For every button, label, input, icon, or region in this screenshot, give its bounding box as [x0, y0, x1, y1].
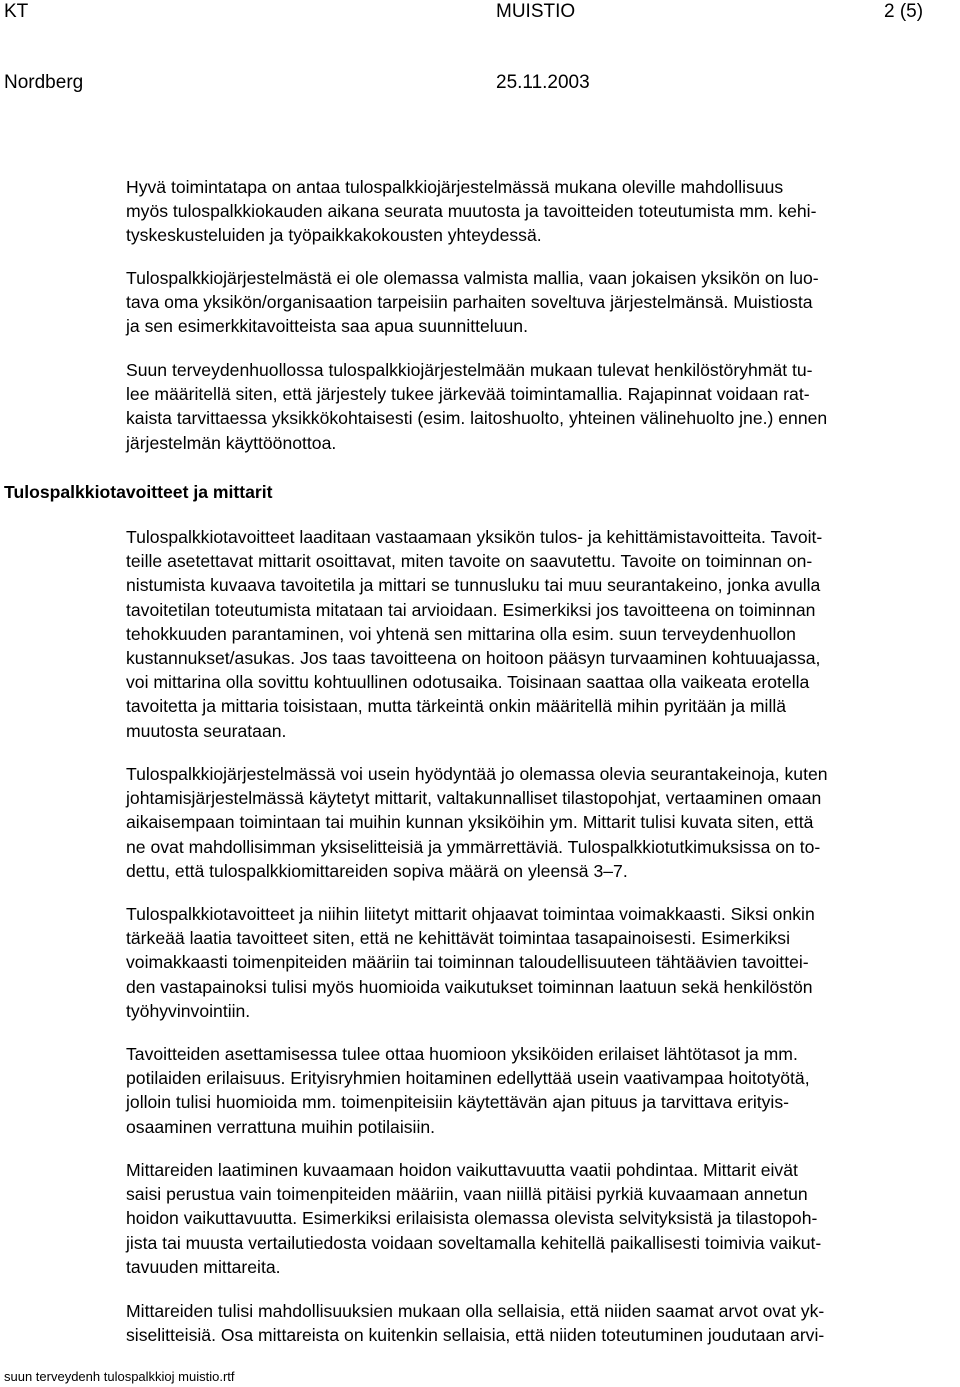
paragraph-9 — [126, 1299, 960, 1347]
paragraph-line: Tulospalkkiojärjestelmästä ei ole olemassa valmista mallia, vaan jokaisen yksikön on luo- — [126, 268, 819, 288]
header-date: 25.11.2003 — [496, 72, 590, 93]
paragraph-line: den vastapainoksi tulisi myös huomioida vaikutukset toiminnan laatuun sekä henkilöstön — [126, 976, 813, 997]
paragraph-3 — [126, 358, 960, 455]
paragraph-line: Tulospalkkiotavoitteet ja niihin liitetyt mittarit ohjaavat toimintaa voimakkaasti. Siksi onkin — [126, 904, 815, 924]
paragraph-line: nistumista kuvaava tavoitetila ja mittari se tunnusluku tai muu seurantakeino, jonka avulla — [126, 575, 821, 596]
paragraph-line: saisi perustua vain toimenpiteiden määriin, vaan niillä pitäisi pyrkiä kuvaamaan annetun — [126, 1184, 808, 1205]
paragraph-7 — [126, 1042, 960, 1139]
footer-filename: suun terveydenh tulospalkkioj muistio.rtf — [4, 1369, 235, 1384]
paragraph-line: Mittareiden laatiminen kuvaamaan hoidon vaikuttavuutta vaatii pohdintaa. Mittarit eivät — [126, 1160, 798, 1180]
paragraph-line: aikaisempaan toimintaan tai muihin kunnan yksiköihin ym. Mittarit tulisi kuvata siten, että — [126, 812, 814, 833]
paragraph-line: tärkeää laatia tavoitteet siten, että ne kehittävät toimintaa tasapainoisesti. Esimerkiksi — [126, 928, 791, 949]
paragraph-line: osaaminen verrattuna muihin potilaisiin. — [126, 1116, 436, 1137]
paragraph-line: tavoitetilan toteutumista mitataan tai arvioidaan. Esimerkiksi jos tavoitteena on toiminnan — [126, 599, 816, 620]
paragraph-line: Tulospalkkiojärjestelmässä voi usein hyödyntää jo olemassa olevia seurantakeinoja, kuten — [126, 764, 828, 784]
paragraph-line: hoidon vaikuttavuutta. Esimerkiksi erilaisista olemassa olevista selvityksistä ja tilastopoh- — [126, 1208, 818, 1229]
paragraph-line: jista tai muusta vertailutiedosta voidaan soveltamalla kehitellä paikallisesti toimivia vaikut- — [126, 1232, 822, 1253]
paragraph-line: ne ovat mahdollisimman yksiselitteisiä ja ymmärrettäviä. Tulospalkkiotutkimuksissa on to- — [126, 836, 821, 857]
paragraph-line: Tavoitteiden asettamisessa tulee ottaa huomioon yksiköiden erilaiset lähtötasot ja mm. — [126, 1044, 798, 1064]
paragraph-line: potilaiden erilaisuus. Erityisryhmien hoitaminen edellyttää usein vaativampaa hoitotyötä, — [126, 1068, 810, 1089]
header-org: KT — [4, 1, 29, 22]
paragraph-line: tavoitetta ja mittaria toisistaan, mutta tärkeintä onkin määritellä mihin pyritään ja millä — [126, 696, 787, 717]
paragraph-line: järjestelmän käyttöönottoa. — [126, 432, 337, 453]
paragraph-5 — [126, 762, 960, 883]
paragraph-line: myös tulospalkkiokauden aikana seurata muutosta ja tavoitteiden toteutumista mm. kehi- — [126, 201, 817, 222]
paragraph-line: muutosta seurataan. — [126, 720, 287, 741]
paragraph-line: johtamisjärjestelmässä käytetyt mittarit, valtakunnalliset tilastopohjat, vertaaminen omaan — [126, 788, 822, 809]
header-page-number: 2 (5) — [884, 1, 924, 22]
paragraph-line: lee määritellä siten, että järjestely tukee järkevää toimintamallia. Rajapinnat voidaan rat- — [126, 384, 810, 405]
paragraph-line: jolloin tulisi huomioida mm. toimenpiteisiin käytettävän ajan pituus ja tarvittava erityis- — [126, 1092, 789, 1113]
paragraph-line: siselitteisiä. Osa mittareista on kuitenkin sellaisia, että niiden toteutuminen joudutaan arvi- — [126, 1325, 825, 1346]
paragraph-line: voimakkaasti toimenpiteiden määriin tai toiminnan taloudellisuuteen tähtäävien tavoittei- — [126, 952, 809, 973]
paragraph-line: teille asetettavat mittarit osoittavat, miten tavoite on saavutettu. Tavoite on toiminnan on- — [126, 551, 813, 572]
paragraph-4 — [126, 525, 960, 743]
paragraph-line: dettu, että tulospalkkiomittareiden sopiva määrä on yleensä 3–7. — [126, 860, 628, 881]
paragraph-line: kustannukset/asukas. Jos taas tavoitteena on hoitoon pääsyn turvaaminen kohtuuajassa, — [126, 648, 821, 669]
paragraph-line: tyskeskusteluiden ja työpaikkakokousten yhteydessä. — [126, 225, 542, 246]
header-doc-type: MUISTIO — [496, 1, 576, 22]
paragraph-line: Tulospalkkiotavoitteet laaditaan vastaamaan yksikön tulos- ja kehittämistavoitteita. Tavoit- — [126, 527, 823, 547]
paragraph-line: ja sen esimerkkitavoitteista saa apua suunnitteluun. — [126, 316, 528, 337]
paragraph-line: tava oma yksikön/organisaation tarpeisiin parhaiten soveltuva järjestelmänsä. Muistiosta — [126, 292, 813, 313]
paragraph-line: Suun terveydenhuollossa tulospalkkiojärjestelmään mukaan tulevat henkilöstöryhmät tu- — [126, 360, 813, 380]
paragraph-6 — [126, 902, 960, 1023]
paragraph-line: työhyvinvointiin. — [126, 1000, 251, 1021]
paragraph-2 — [126, 266, 960, 339]
paragraph-line: voi mittarina olla sovittu kohtuullinen odotusaika. Toisinaan saattaa olla vaikeata erotella — [126, 672, 810, 693]
paragraph-line: tavuuden mittareita. — [126, 1256, 281, 1277]
paragraph-line: tehokkuuden parantaminen, voi yhtenä sen mittarina olla esim. suun terveydenhuollon — [126, 623, 796, 644]
section-heading: Tulospalkkiotavoitteet ja mittarit — [4, 482, 273, 502]
paragraph-line: Hyvä toimintatapa on antaa tulospalkkiojärjestelmässä mukana oleville mahdollisuus — [126, 177, 784, 197]
paragraph-8 — [126, 1158, 960, 1279]
paragraph-line: Mittareiden tulisi mahdollisuuksien mukaan olla sellaisia, että niiden saamat arvot ovat yk- — [126, 1301, 825, 1321]
paragraph-line: kaista tarvittaessa yksikkökohtaisesti (esim. laitoshuolto, yhteinen välinehuolto jne.) ennen — [126, 408, 828, 429]
paragraph-1 — [126, 175, 960, 248]
header-author: Nordberg — [4, 72, 84, 93]
